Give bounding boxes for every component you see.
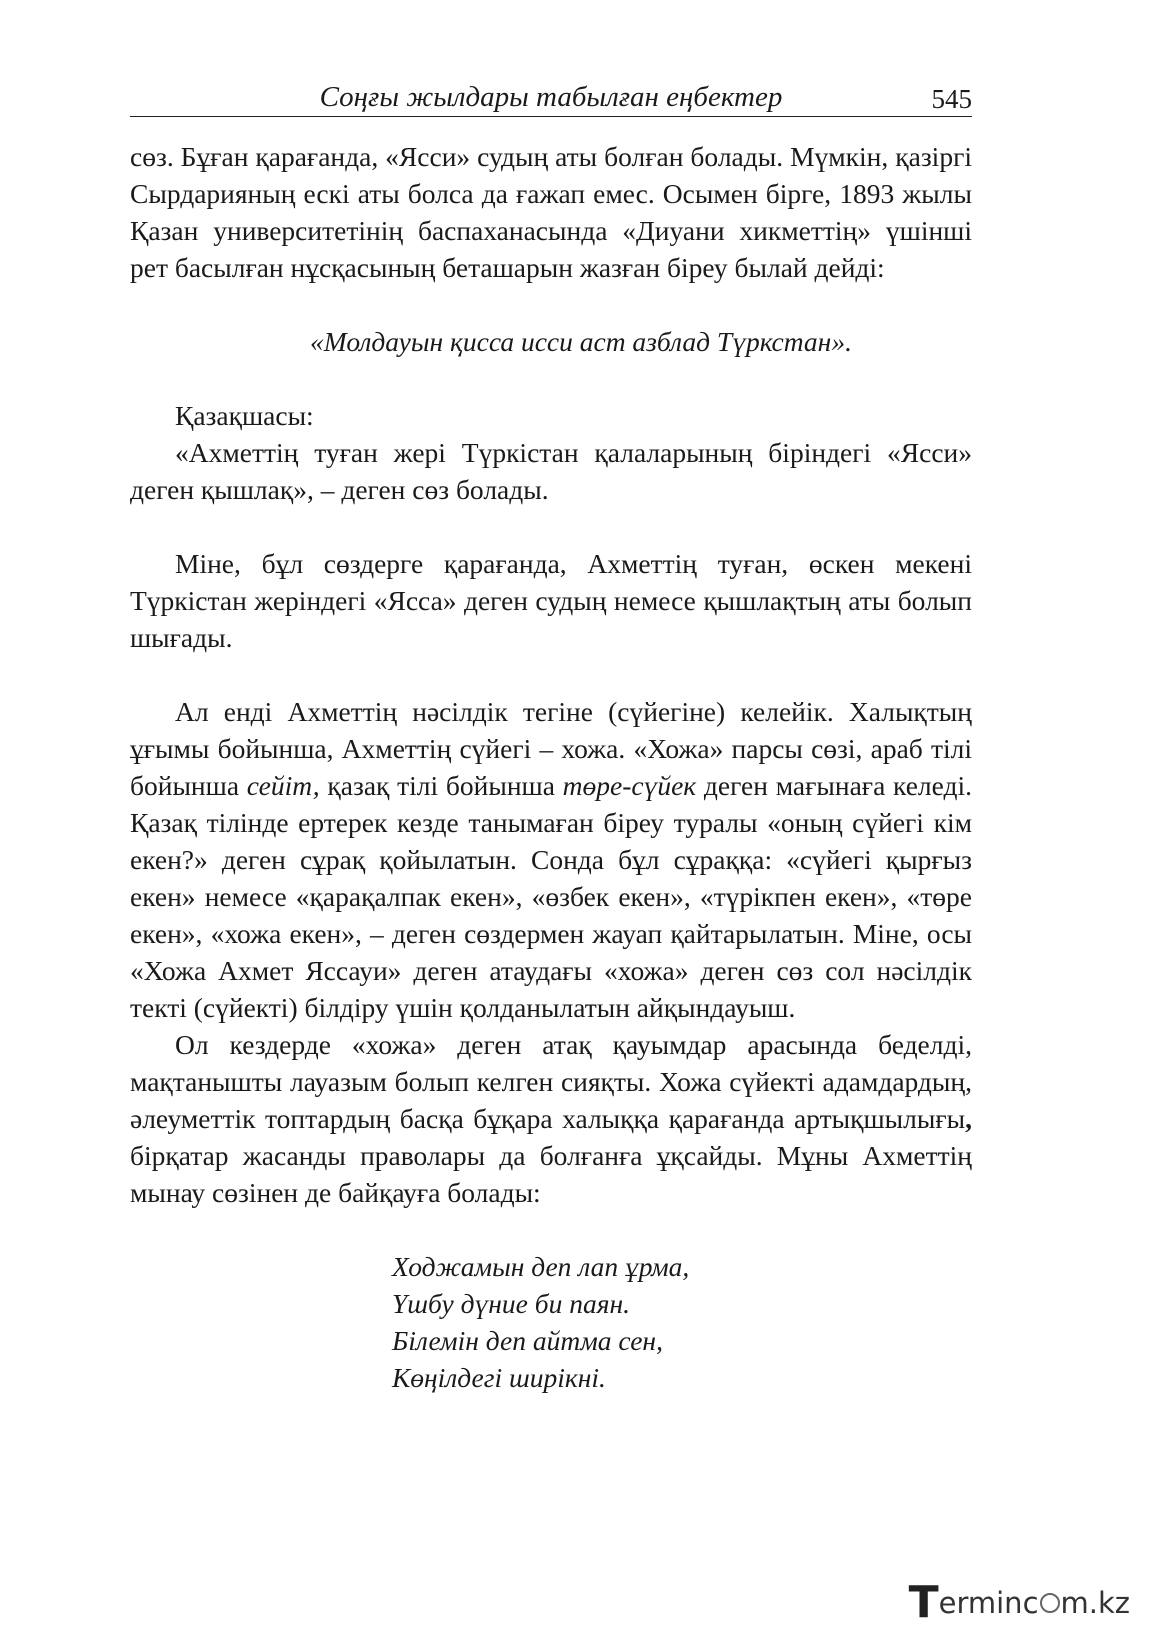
paragraph-lineage: Ал енді Ахметтің нәсілдік тегіне (сүйегіне) келейік. Халықтың ұғымы бойынша, Ахметтің сүйегі – хожа. «Хожа» парсы сөзі, араб тілі бойынша сейіт, қазақ тілі бойынша төре-сүйек деген мағынаға келеді. Қазақ тілінде ертерек кезде танымаған біреу туралы «оның сүйегі кім екен?» деген сұрақ қойылатын. Сонда бұл сұраққа: «сүйегі қырғыз екен» немесе «қарақалпак екен», «өзбек екен», «түрікпен екен», «төре екен», «хожа екен», – деген сөздермен жауап қайтарылатын. Міне, осы «Хожа Ахмет Яссауи» деген атаудағы «хожа» деген сөз сол нәсілдік текті (сүйекті) білдіру үшін қолданылатын айқындауыш.: [130, 696, 972, 1023]
running-header: [130, 80, 972, 117]
persian-quote: «Молдауын қисса исси аст азблад Түркстан».: [310, 326, 852, 357]
verse-line: Ходжамын деп лап ұрма,: [392, 1251, 690, 1282]
term-tore-suyek: төре-сүйек: [562, 770, 697, 801]
verse-line: Білемін деп айтма сен,: [392, 1325, 663, 1356]
paragraph-birthplace: Міне, бұл сөздерге қарағанда, Ахметтің туған, өскен мекені Түркістан жеріндегі «Ясса» деген судың немесе қышлақтың аты болып шығады.: [130, 548, 972, 653]
verse-line: Үшбу дүние би паян.: [392, 1288, 630, 1319]
term-seyit: сейіт,: [246, 770, 320, 801]
paragraph-khoja-status: Ол кездерде «хожа» деген атақ қауымдар арасында беделді, мақтанышты лауазым болып келген сияқты. Хожа сүйекті адамдардың, әлеуметтік топтардың басқа бұқара халыққа қарағанда артықшылығы, бірқатар жасанды праволары да болғанға ұқсайды. Мұны Ахметтің мынау сөзінен де байқауға болады:: [130, 1029, 972, 1208]
paragraph-yassi-river: сөз. Бұған қарағанда, «Ясси» судың аты болған болады. Мүмкін, қазіргі Сырдарияның ескі аты болса да ғажап емес. Осымен бірге, 1893 жылы Қазан университетінің баспаханасында «Диуани хикметтің» үшінші рет басылған нұсқасының беташарын жазған біреу былай дейді:: [130, 141, 972, 283]
translation-text: «Ахметтің туған жері Түркістан қалаларының біріндегі «Ясси» деген қышлақ», – деген сөз болады.: [130, 437, 972, 505]
page-body: [130, 138, 972, 1396]
running-title: Соңғы жылдары табылған еңбектер: [319, 81, 783, 113]
magnifier-icon: [1040, 1593, 1060, 1613]
termincom-watermark: T erminc m.kz: [908, 1577, 1130, 1628]
verse-quote: [392, 1248, 972, 1396]
verse-line: Көңілдегі ширікні.: [392, 1362, 606, 1393]
page-number: 545: [931, 84, 972, 114]
translation-label: Қазақшасы:: [175, 400, 314, 431]
